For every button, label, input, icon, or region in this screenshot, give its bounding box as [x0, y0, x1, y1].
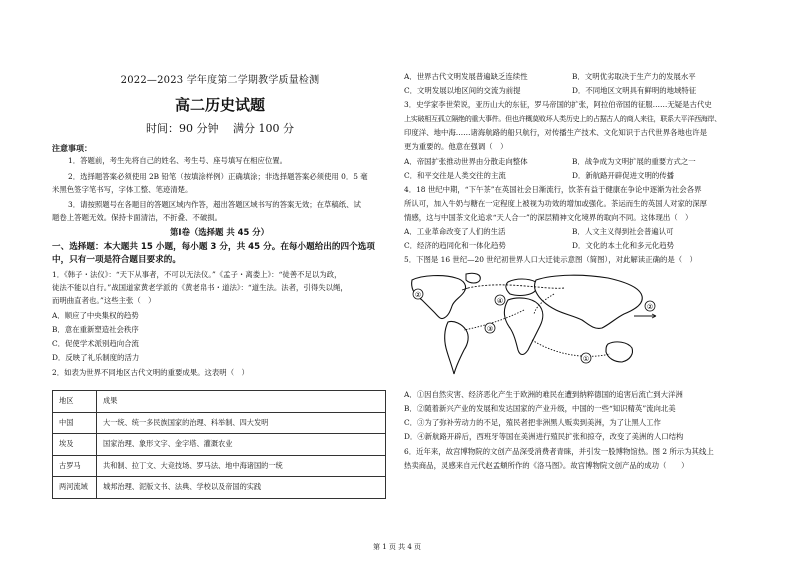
section-heading-line1: 一、选择题：本大题共 15 小题，每小题 3 分，共 45 分。在每小题给出的四个选项 [52, 242, 375, 252]
map-label: ① [582, 355, 590, 363]
table-cell: 两河流域 [53, 477, 97, 499]
notice-item-3b: 题卷上答题无效。保持卡面清洁，不折叠、不破损。 [52, 213, 222, 222]
q5-option-b: B．②随着新兴产业的发展和发达国家的产业升级，中国的一些“知识精英”流向北美 [404, 404, 676, 413]
table-row [53, 412, 386, 434]
q2-table [52, 390, 386, 499]
table-cell: 中国 [53, 412, 97, 434]
table-cell: 成果 [97, 391, 386, 413]
exam-title: 高二历史试题 [174, 96, 265, 114]
map-europe [506, 279, 538, 296]
table-cell: 大一统、统一多民族国家的治理、科举制、四大发明 [97, 412, 386, 434]
q2-stem: 2．如表为世界不同地区古代文明的重要成果。这表明（ ） [52, 368, 249, 377]
q5-stem: 5．下图是 16 世纪—20 世纪初世界人口大迁徙示意图（简图），对此解读正确的是（ ） [404, 255, 697, 264]
section-heading-line2: 中，只有一项是符合题目要求的。 [52, 255, 181, 265]
q5-option-c: C．③为了弥补劳动力的不足，殖民者把非洲黑人贩卖到美洲，为了让黑人工作 [404, 418, 661, 427]
table-cell: 共和制、拉丁文、大竞技场、罗马法、地中海诸国的一统 [97, 455, 386, 477]
table-row [53, 477, 386, 499]
table-row [53, 391, 386, 413]
q1-line1: 1．《韩子・法仪》：“天下从事者，不可以无法仪。”《孟子・离娄上》：“徒善不足以为政， [52, 270, 342, 279]
notice-item-1: 1．答题前，考生先将自己的姓名、考生号、座号填写在相应位置。 [68, 156, 288, 165]
q2-option-d: D．不同地区文明具有鲜明的地域特征 [572, 86, 697, 95]
q4-option-d: D．文化的本土化和多元化趋势 [572, 241, 675, 250]
table-cell: 国家治理、象形文字、金字塔、灌溉农业 [97, 434, 386, 456]
q1-option-b: B．意在重新塑造社会秩序 [52, 325, 139, 334]
q4-line2: 所认可，加入牛奶与糖在一定程度上被视为功效的增加或强化。茶运而生的英国人对家的深厚 [404, 199, 708, 208]
q1-option-a: A．顺应了中央集权的趋势 [52, 311, 139, 320]
q2-option-a: A．世界古代文明发展普遍缺乏连续性 [404, 72, 528, 81]
q3-option-d: D．新航路开辟促进文明的传播 [572, 171, 675, 180]
q6-line2: 热卖商品，灵感来自元代赵孟頫所作的《洛马图》。故宫博物院文创产品的成功（ ） [404, 461, 689, 470]
q3-option-b: B．战争成为文明扩展的重要方式之一 [572, 157, 696, 166]
q4-line3: 情感，这与中国茶文化追求“天人合一”的深层精神文化境界的取向不同。这体现出（ ） [404, 213, 693, 222]
map-label: ③ [486, 325, 494, 333]
q4-line1: 4．18 世纪中期，“下午茶”在英国社会日渐流行，饮茶有益于健康在争论中逐渐为社会各界 [404, 185, 702, 194]
world-migration-map [404, 270, 668, 384]
notice-item-2b: 米黑色签字笔书写，字体工整、笔迹清楚。 [52, 185, 193, 194]
notice-item-2a: 2．选择题答案必须使用 2B 铅笔（按填涂样例）正确填涂；非选择题答案必须使用 0．5 毫 [68, 172, 368, 181]
q3-line4: 更为重要的。他意在强调（ ） [404, 142, 508, 151]
q5-option-d: D．④新航路开辟后，西班牙等国在美洲进行殖民扩张和掠夺，改变了美洲的人口结构 [404, 432, 684, 441]
q1-option-d: D．反映了礼乐制度的活力 [52, 353, 140, 362]
notice-heading: 注意事项： [52, 144, 92, 153]
page-footer: 第 1 页 共 4 页 [372, 543, 422, 551]
map-label: ② [414, 291, 422, 299]
q4-option-b: B．人文主义得到社会普遍认可 [572, 227, 674, 236]
q4-option-c: C．经济的趋同化和一体化趋势 [404, 241, 506, 250]
map-greenland [466, 273, 480, 283]
q3-option-c: C．和平交往是人类交往的主流 [404, 171, 506, 180]
table-row [53, 434, 386, 456]
exam-semester-line: 2022—2023 学年度第二学期教学质量检测 [120, 75, 320, 86]
q3-option-a: A．帝国扩张推动世界由分散走向整体 [404, 157, 528, 166]
q6-line1: 6．近年来，故宫博物院的文创产品深受消费者青睐，并引发一股博物馆热。图 2 所示为其线上 [404, 447, 714, 456]
table-cell: 城邦治理、泥版文书、法典、学校以及帝国的实践 [97, 477, 386, 499]
exam-time: 时间：90 分钟 满分 100 分 [146, 122, 294, 135]
q5-option-a: A．①因自然灾害、经济恶化产生于欧洲的难民在遭到纳粹德国的追害后流亡到大洋洲 [404, 390, 683, 399]
q4-option-a: A．工业革命改变了人们的生活 [404, 227, 506, 236]
table-cell: 古罗马 [53, 455, 97, 477]
notice-item-3a: 3．请按照题号在各题目的答题区域内作答，超出答题区域书写的答案无效；在草稿纸、试 [68, 200, 361, 209]
table-cell: 地区 [53, 391, 97, 413]
q1-option-c: C．促使学术派别趋向合流 [52, 339, 139, 348]
q3-line1: 3．史学家李世荣说，亚历山大的东征，罗马帝国的扩张，阿拉伯帝国的征服……无疑是古代史 [404, 100, 712, 109]
table-row [53, 455, 386, 477]
q1-line2: 徒法不能以自行。”战国道家黄老学派的《黄老帛书・道法》：“道生法。法者，引得失以绳， [52, 283, 348, 292]
q2-option-b: B．文明优劣取决于生产力的发展水平 [572, 72, 696, 81]
q3-line2: 上实破相互孤立隔绝的重大事件。但也许概莫败坏人类历史上的占据古人的商人来往，联系大平洋西海岸、 [404, 114, 721, 123]
q3-line3: 印度洋、地中海……诸海航路的船只航行，对传播生产技术、文化知识于古代世界各地也许是 [404, 128, 708, 137]
q2-option-c: C．文明发展以地区间的交流为前提 [404, 86, 521, 95]
q1-line3: 而明曲直者也。”这些主张（ ） [52, 296, 156, 305]
table-cell: 埃及 [53, 434, 97, 456]
volume-title: 第Ⅰ卷（选择题 共 45 分） [170, 227, 269, 237]
map-label: ② [646, 303, 654, 311]
map-label: ④ [496, 297, 504, 305]
